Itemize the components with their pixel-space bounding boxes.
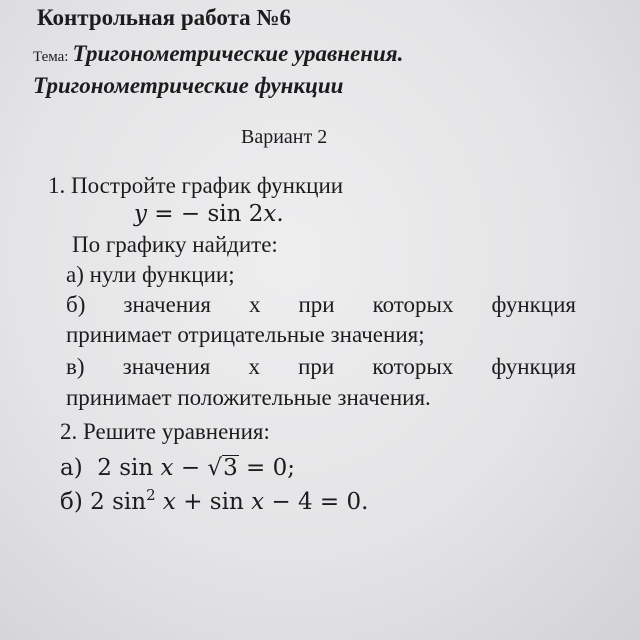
- task2-equation-a: а) 2 sin x − √3 = 0;: [60, 455, 296, 481]
- variant-heading: Вариант 2: [241, 126, 328, 148]
- item-b-word: которых: [372, 292, 454, 317]
- task1-item-c-line1: [66, 355, 576, 378]
- item-b-word: х: [249, 292, 261, 317]
- topic-label: Тема:: [33, 49, 69, 65]
- item-c-word: которых: [372, 354, 454, 379]
- item-c-word: при: [298, 354, 335, 379]
- task1-item-a: а) нули функции;: [66, 262, 235, 287]
- task1-item-b-line1: [66, 293, 576, 316]
- task1-subinstruction: По графику найдите:: [72, 232, 278, 257]
- item-b-word: значения: [123, 292, 212, 317]
- item-c-word: в): [66, 354, 85, 379]
- task1-item-c-line2: принимает положительные значения.: [66, 385, 431, 410]
- task1-formula: y = − sin 2x.: [134, 201, 284, 227]
- item-b-word: при: [298, 292, 335, 317]
- task1-item-b-line2: принимает отрицательные значения;: [66, 322, 425, 347]
- topic-line: [33, 42, 403, 65]
- item-c-word: значения: [122, 354, 211, 379]
- topic-value: Тригонометрические уравнения.: [72, 41, 404, 66]
- item-b-word: функция: [491, 292, 576, 317]
- task2-instruction: 2. Решите уравнения:: [60, 419, 270, 444]
- task1-instruction: 1. Постройте график функции: [48, 173, 344, 198]
- item-c-word: функция: [491, 354, 576, 379]
- item-b-word: б): [66, 292, 86, 317]
- item-c-word: х: [248, 354, 260, 379]
- page-title: Контрольная работа №6: [37, 5, 291, 30]
- topic-value-continued: Тригонометрические функции: [33, 73, 344, 98]
- task2-equation-b: б) 2 $\sin^2 x + \sin x - 4 = 0$.: [60, 486, 369, 515]
